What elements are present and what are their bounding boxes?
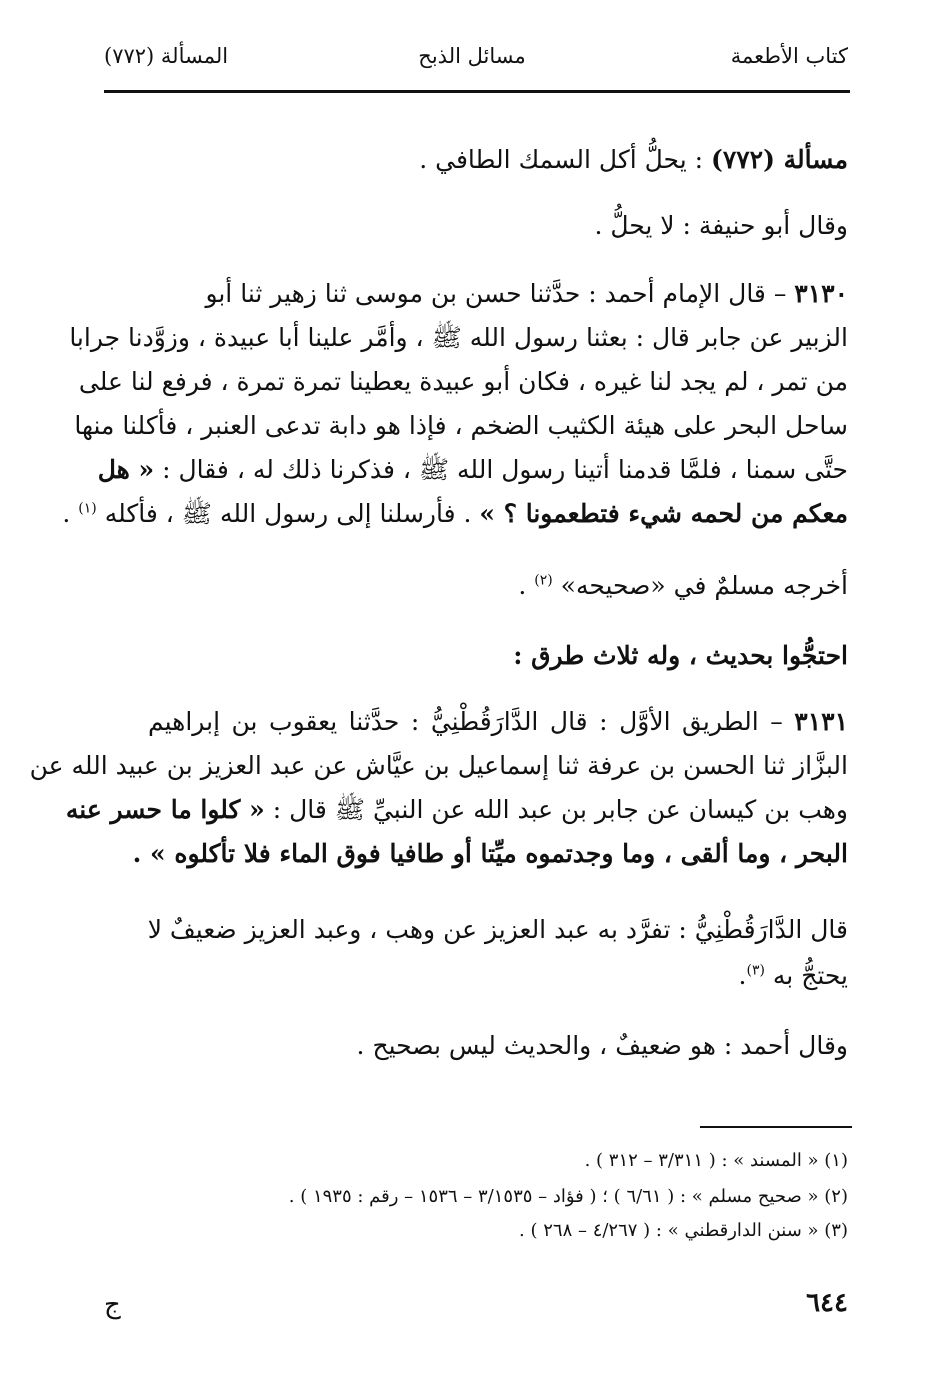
footnote-3: (٣) « سنن الدارقطني » : ( ٤/٢٦٧ – ٢٦٨ ) . — [519, 1220, 848, 1241]
hadith-3131-text-3: وهب بن كيسان عن جابر بن عبد الله عن النبيِّ ﷺ قال : — [264, 795, 848, 824]
footnote-1: (١) « المسند » : ( ٣/٣١١ – ٣١٢ ) . — [584, 1150, 848, 1171]
header-issue-number: المسألة (٧٧٢) — [104, 44, 229, 68]
hadith-3130-line-3: من تمر ، لم يجد لنا غيره ، فكان أبو عبيدة يعطينا تمرة تمرة ، فرفع لنا على — [78, 367, 848, 396]
daraqutni-line-2 — [102, 958, 848, 996]
hadith-3131-line-2: البزَّاز ثنا الحسن بن عرفة ثنا إسماعيل بن عيَّاش عن عبد العزيز بن عبيد الله عن — [29, 751, 848, 780]
hadith-3130-quote-end: معكم من لحمه شيء فتطعمونا ؟ » — [479, 499, 848, 528]
ihtajju-heading: احتجُّوا بحديث ، وله ثلاث طرق : — [513, 641, 848, 670]
hadith-3130-line-4: ساحل البحر على هيئة الكثيب الضخم ، فإذا هو دابة تدعى العنبر ، فأكلنا منها — [74, 411, 848, 440]
header-book-title: كتاب الأطعمة — [730, 44, 848, 68]
akhrajahu-end: . — [518, 571, 535, 600]
footnote-ref-1[interactable]: (١) — [78, 500, 97, 517]
header-chapter-title: مسائل الذبح — [418, 44, 526, 68]
hadith-3130-line-5 — [97, 452, 848, 490]
hadith-3131-line-3 — [65, 792, 848, 830]
hadith-3130-quote-start: « هل — [97, 455, 155, 484]
hadith-3130-number: ٣١٣٠ — [794, 279, 848, 308]
hadith-3130-line-6 — [62, 496, 848, 534]
akhrajahu-line — [148, 568, 848, 606]
hadith-3131-quote-start: « كلوا ما حسر عنه — [65, 795, 265, 824]
hadith-3130-line-1 — [148, 276, 848, 314]
daraqutni-text-2: يحتجُّ به — [764, 961, 848, 990]
masala-text: : يحلُّ أكل السمك الطافي . — [419, 145, 711, 174]
hadith-3131-line-1 — [148, 704, 848, 742]
footnote-rule — [700, 1126, 852, 1128]
footnote-ref-3[interactable]: (٣) — [746, 962, 765, 979]
hadith-3130-text-6: . فأرسلنا إلى رسول الله ﷺ ، فأكله — [96, 499, 480, 528]
daraqutni-line-1: قال الدَّارَقُطْنِيُّ : تفرَّد به عبد العزيز عن وهب ، وعبد العزيز ضعيفٌ لا — [147, 915, 848, 944]
masala-heading — [102, 142, 848, 180]
hadith-3130-text-5: حتَّى سمنا ، فلمَّا قدمنا أتينا رسول الله ﷺ ، فذكرنا ذلك له ، فقال : — [154, 455, 848, 484]
hadith-3131-text-1: – الطريق الأوَّل : قال الدَّارَقُطْنِيُّ : حدَّثنا يعقوب بن إبراهيم — [148, 707, 795, 736]
masala-label: مسألة (٧٧٢) — [710, 145, 848, 174]
hadith-3130-end: . — [62, 499, 79, 528]
hadith-3130-line-2: الزبير عن جابر قال : بعثنا رسول الله ﷺ ، وأمَّر علينا أبا عبيدة ، وزوَّدنا جرابا — [69, 323, 848, 352]
signature-mark: ج — [104, 1290, 121, 1320]
footnote-2: (٢) « صحيح مسلم » : ( ٦/٦١ ) ؛ ( فؤاد – ٣/١٥٣٥ – ١٥٣٦ – رقم : ١٩٣٥ ) . — [288, 1186, 848, 1207]
abu-hanifa-line: وقال أبو حنيفة : لا يحلُّ . — [594, 211, 848, 240]
footnote-ref-2[interactable]: (٢) — [534, 572, 553, 589]
daraqutni-end: . — [738, 961, 747, 990]
page-number: ٦٤٤ — [806, 1288, 848, 1318]
hadith-3130-text-1: – قال الإمام أحمد : حدَّثنا حسن بن موسى ثنا زهير ثنا أبو — [205, 279, 795, 308]
ahmad-line: وقال أحمد : هو ضعيفٌ ، والحديث ليس بصحيح . — [356, 1031, 848, 1060]
hadith-3131-number: ٣١٣١ — [794, 707, 848, 736]
hadith-3131-line-4: البحر ، وما ألقى ، وما وجدتموه ميِّتا أو طافيا فوق الماء فلا تأكلوه » . — [132, 839, 848, 868]
header-rule — [104, 90, 850, 93]
akhrajahu-text: أخرجه مسلمٌ في «صحيحه» — [552, 571, 848, 600]
